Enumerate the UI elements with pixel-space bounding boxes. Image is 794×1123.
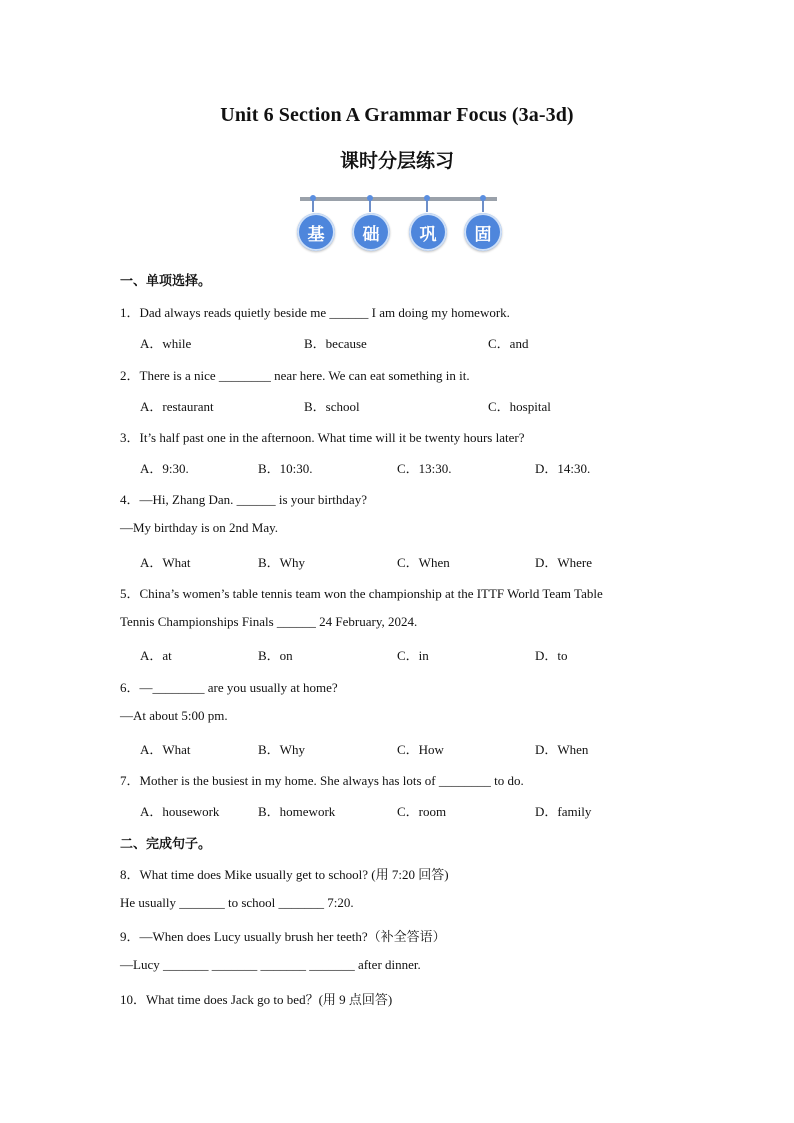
question-stem: 4．—Hi, Zhang Dan. ______ is your birthday? (120, 492, 367, 507)
answer-option: B．on (258, 648, 293, 663)
question-stem: 8．What time does Mike usually get to school? (用 7:20 回答) (120, 867, 449, 882)
answer-option: B．10:30. (258, 461, 313, 476)
answer-option: D．family (535, 804, 592, 819)
badge-pin (482, 196, 484, 212)
answer-option: C．room (397, 804, 447, 819)
badge-pin (312, 196, 314, 212)
badge-circle: 基 (297, 213, 335, 251)
section-heading: 二、完成句子。 (120, 837, 212, 852)
badge-pin (369, 196, 371, 212)
answer-option: B．Why (258, 555, 305, 570)
answer-option: D．When (535, 742, 589, 757)
question-stem: 10．What time does Jack go to bed？(用 9 点回答) (120, 992, 393, 1007)
section-heading: 一、单项选择。 (120, 274, 212, 289)
answer-option: B．school (304, 399, 360, 414)
answer-sentence: —Lucy _______ _______ _______ _______ after dinner. (120, 957, 421, 972)
answer-option: D．to (535, 648, 568, 663)
badge-circle: 固 (464, 213, 502, 251)
answer-option: B．because (304, 336, 367, 351)
badge-pin (426, 196, 428, 212)
answer-option: D．14:30. (535, 461, 591, 476)
answer-option: C．How (397, 742, 444, 757)
answer-option: C．in (397, 648, 429, 663)
answer-option: A．What (140, 742, 191, 757)
badge-circle: 础 (352, 213, 390, 251)
question-stem: 2．There is a nice ________ near here. We can eat something in it. (120, 368, 470, 383)
answer-sentence: He usually _______ to school _______ 7:20. (120, 895, 354, 910)
answer-option: C．When (397, 555, 450, 570)
answer-option: A．housework (140, 804, 220, 819)
answer-option: B．homework (258, 804, 336, 819)
answer-option: A．restaurant (140, 399, 214, 414)
level-badge-banner (296, 194, 501, 254)
answer-option: A．9:30. (140, 461, 189, 476)
answer-option: A．at (140, 648, 172, 663)
answer-option: D．Where (535, 555, 593, 570)
answer-option: C．13:30. (397, 461, 452, 476)
question-stem: 6．—________ are you usually at home? (120, 680, 338, 695)
question-stem-continued: —At about 5:00 pm. (120, 708, 228, 723)
page-subtitle: 课时分层练习 (339, 150, 454, 172)
question-stem: 5．China’s women’s table tennis team won the championship at the ITTF World Team Table (120, 586, 603, 601)
badge-hanger-bar (300, 197, 497, 201)
question-stem: 3．It’s half past one in the afternoon. What time will it be twenty hours later? (120, 430, 525, 445)
question-stem: 9．—When does Lucy usually brush her teeth?（补全答语） (120, 929, 446, 944)
answer-option: A．What (140, 555, 191, 570)
badge-circle: 巩 (409, 213, 447, 251)
answer-option: A．while (140, 336, 192, 351)
page-title: Unit 6 Section A Grammar Focus (3a-3d) (220, 104, 574, 126)
answer-option: C．hospital (488, 399, 551, 414)
answer-option: C．and (488, 336, 529, 351)
question-stem-continued: —My birthday is on 2nd May. (120, 520, 279, 535)
answer-option: B．Why (258, 742, 305, 757)
question-stem-continued: Tennis Championships Finals ______ 24 February, 2024. (120, 614, 418, 629)
question-stem: 1．Dad always reads quietly beside me ______ I am doing my homework. (120, 305, 510, 320)
question-stem: 7．Mother is the busiest in my home. She always has lots of ________ to do. (120, 773, 524, 788)
